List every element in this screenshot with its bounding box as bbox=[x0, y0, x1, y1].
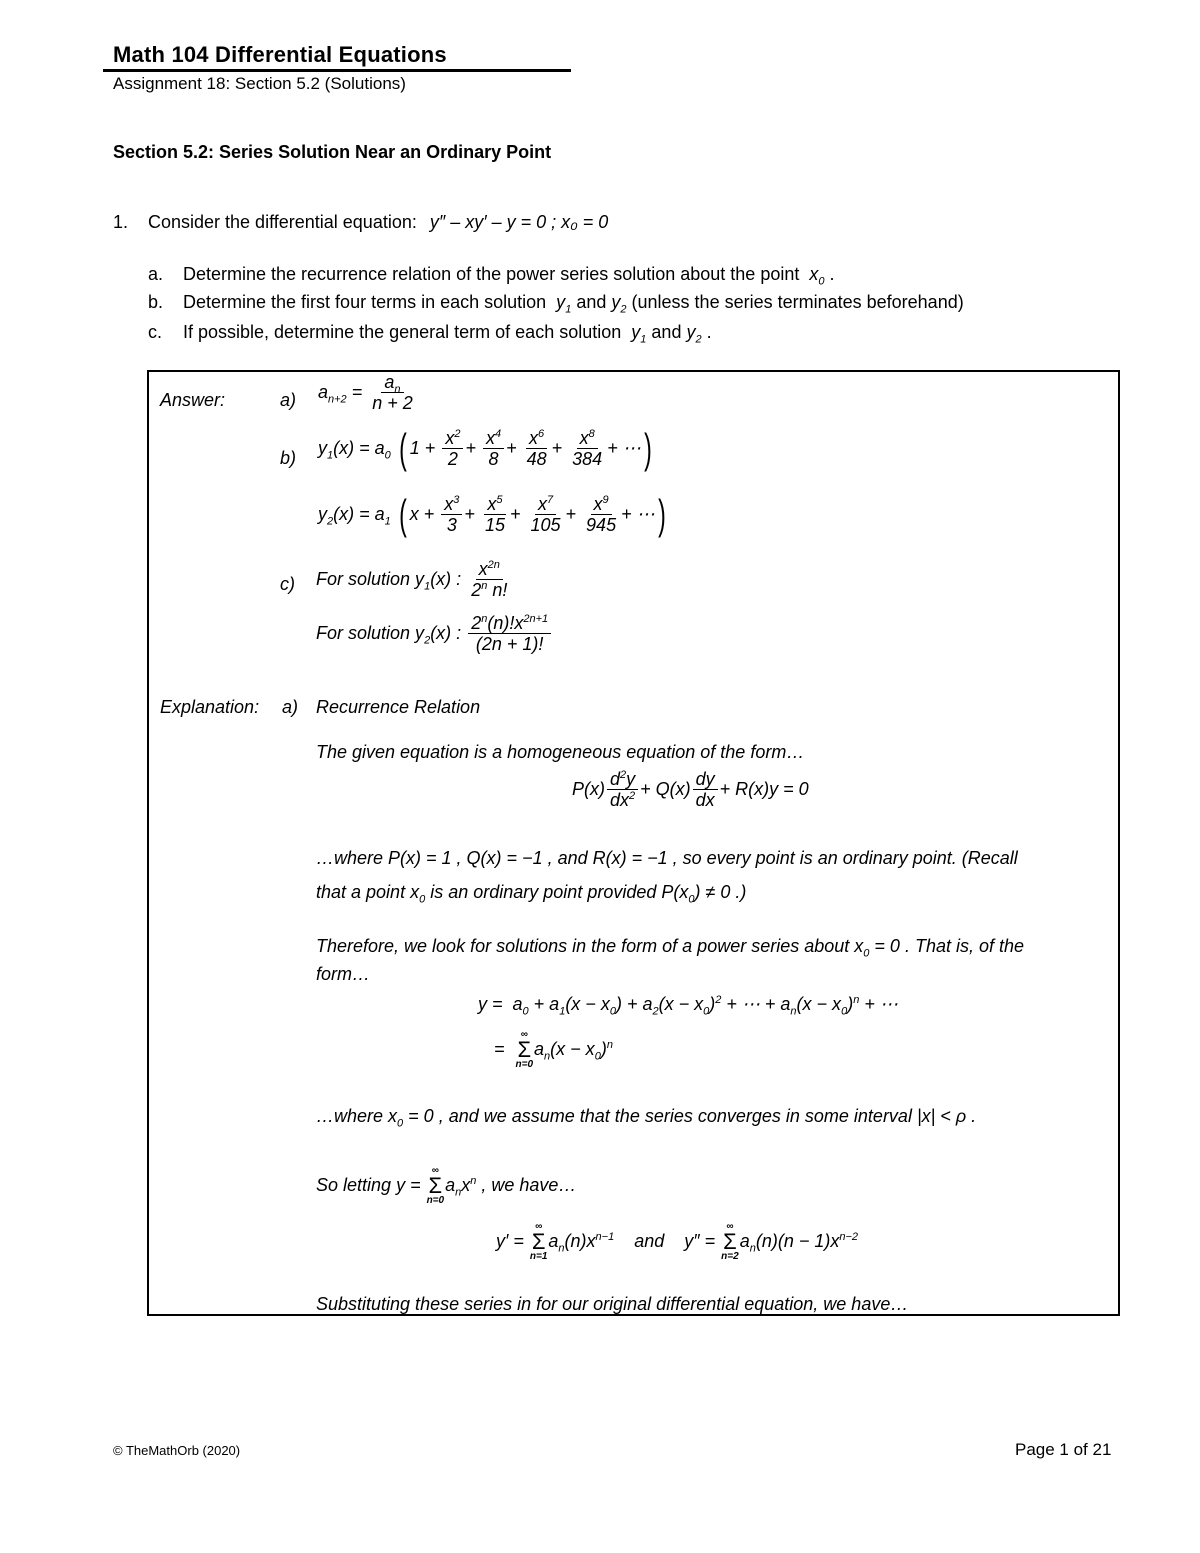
part-b-text: Determine the first four terms in each solution $y_1$ and $y_2$ (unless the series terminates beforehand) bbox=[183, 292, 964, 316]
and-word: and bbox=[634, 1230, 665, 1251]
p5-so-letting: So letting bbox=[316, 1174, 392, 1195]
answer-part-b-label: b) bbox=[280, 448, 297, 468]
explanation-heading: Recurrence Relation bbox=[316, 697, 481, 717]
problem-equation: y″ – xy′ – y = 0 ; x₀ = 0 bbox=[429, 212, 609, 232]
part-a-text: Determine the recurrence relation of the power series solution about the point $x_0$ . bbox=[183, 264, 835, 288]
y2-series: $y_2(x) = a_1$ ( x + $\frac{x^3}{3}$ + $\frac{x^5}{15}$ + $\frac{x^7}{105}$ + $\frac{x^9}{945}$ + ⋯) bbox=[318, 491, 666, 538]
explanation-p6: Substituting these series in for our original differential equation, we have… bbox=[316, 1294, 909, 1314]
explanation-p4: …where $x_0 = 0$ , and we assume that the series converges in some interval |x| < ρ . bbox=[316, 1106, 977, 1130]
document-title: Math 104 Differential Equations bbox=[113, 42, 447, 67]
part-c-label: c. bbox=[148, 322, 163, 342]
p2-tail: , so every point is an ordinary point. (Recall bbox=[672, 848, 1018, 868]
part-a-body: Determine the recurrence relation of the power series solution about the point bbox=[183, 264, 800, 284]
problem-intro-text: Consider the differential equation: bbox=[148, 212, 417, 232]
general-term-y2: For solution $y_2(x)$ : $\frac{2^n(n)!x^{2n+1}}{(2n + 1)!}$ bbox=[316, 614, 553, 654]
part-c-text: If possible, determine the general term of each solution $y_1$ and $y_2$ . bbox=[183, 322, 712, 346]
power-series-sum: = ∞ Σ n=0 $a_n(x - x_0)^n$ bbox=[494, 1029, 613, 1070]
explanation-part-a-label: a) bbox=[282, 697, 299, 717]
explanation-p2-line1: …where P(x) = 1 , Q(x) = −1 , and R(x) = −1 , so every point is an ordinary point. (Recall bbox=[316, 848, 1018, 868]
explanation-p3-line2: form… bbox=[316, 964, 370, 984]
part-a-label: a. bbox=[148, 264, 164, 284]
p3-text: Therefore, we look for solutions in the form of a power series about bbox=[316, 936, 850, 956]
part-b-tail: (unless the series terminates beforehand) bbox=[631, 292, 964, 312]
p4-where: …where bbox=[316, 1106, 384, 1126]
homogeneous-form-equation: P(x) $\frac{d^2y}{dx^2}$ + Q(x) $\frac{dy}{dx}$ + R(x)y = 0 bbox=[572, 769, 809, 810]
and-word: and bbox=[651, 322, 682, 342]
answer-part-a-label: a) bbox=[280, 390, 297, 410]
general-term-y1: For solution $y_1(x)$ : $\frac{x^{2n}}{2^n n!}$ bbox=[316, 559, 508, 600]
explanation-p2-line2: that a point $x_0$ is an ordinary point provided $P(x_0) \ne 0$ .) bbox=[316, 882, 747, 906]
footer-copyright: © TheMathOrb (2020) bbox=[113, 1443, 241, 1458]
p2-that-a-point: that a point bbox=[316, 882, 406, 902]
p4-text: , and we assume that the series converges in some interval bbox=[438, 1106, 912, 1126]
p2-provided: is an ordinary point provided bbox=[430, 882, 657, 902]
explanation-p3-line1: Therefore, we look for solutions in the form of a power series about $x_0 = 0$ . That is, of the bbox=[316, 936, 1025, 960]
header-rule bbox=[103, 69, 571, 72]
footer-page-number: Page 1 of 21 bbox=[1015, 1440, 1112, 1459]
derivative-series: y′ = ∞ Σ n=1 $a_n(n)x^{n-1}$ and y″ = ∞ Σ n=2 $a_n(n)(n - 1)x^{n-2}$ bbox=[496, 1221, 859, 1262]
explanation-label: Explanation: bbox=[160, 697, 260, 717]
problem-intro bbox=[148, 212, 608, 233]
part-b-label: b. bbox=[148, 292, 164, 312]
document-subtitle: Assignment 18: Section 5.2 (Solutions) bbox=[113, 74, 406, 93]
explanation-p1: The given equation is a homogeneous equation of the form… bbox=[316, 742, 805, 762]
for-solution-text: For solution bbox=[316, 568, 411, 589]
answer-part-c-label: c) bbox=[280, 574, 295, 594]
answer-label: Answer: bbox=[160, 390, 226, 410]
problem-number: 1. bbox=[113, 212, 129, 232]
p3-tail: . That is, of the bbox=[904, 936, 1025, 956]
p2-where: …where bbox=[316, 848, 384, 868]
y1-series: $y_1(x) = a_0$ ( 1 + $\frac{x^2}{2}$ + $\frac{x^4}{8}$ + $\frac{x^6}{48}$ + $\frac{x^8}{384}$ + ⋯) bbox=[318, 425, 652, 472]
p5-we-have: , we have… bbox=[481, 1174, 577, 1195]
section-heading: Section 5.2: Series Solution Near an Ordinary Point bbox=[113, 142, 552, 162]
explanation-p5: So letting y = ∞ Σ n=0 $a_nx^n$ , we have… bbox=[316, 1165, 577, 1206]
and-word: and bbox=[576, 292, 607, 312]
part-c-body: If possible, determine the general term of each solution bbox=[183, 322, 622, 342]
power-series-expansion: $y = a_0 + a_1(x - x_0) + a_2(x - x_0)^2$ + ⋯ + $a_n(x - x_0)^n$ + ⋯ bbox=[478, 994, 898, 1018]
for-solution-text: For solution bbox=[316, 622, 411, 643]
recurrence-formula: $a_{n+2}$ = $\frac{a_n}{n + 2}$ bbox=[318, 372, 413, 413]
part-b-body: Determine the first four terms in each solution bbox=[183, 292, 547, 312]
